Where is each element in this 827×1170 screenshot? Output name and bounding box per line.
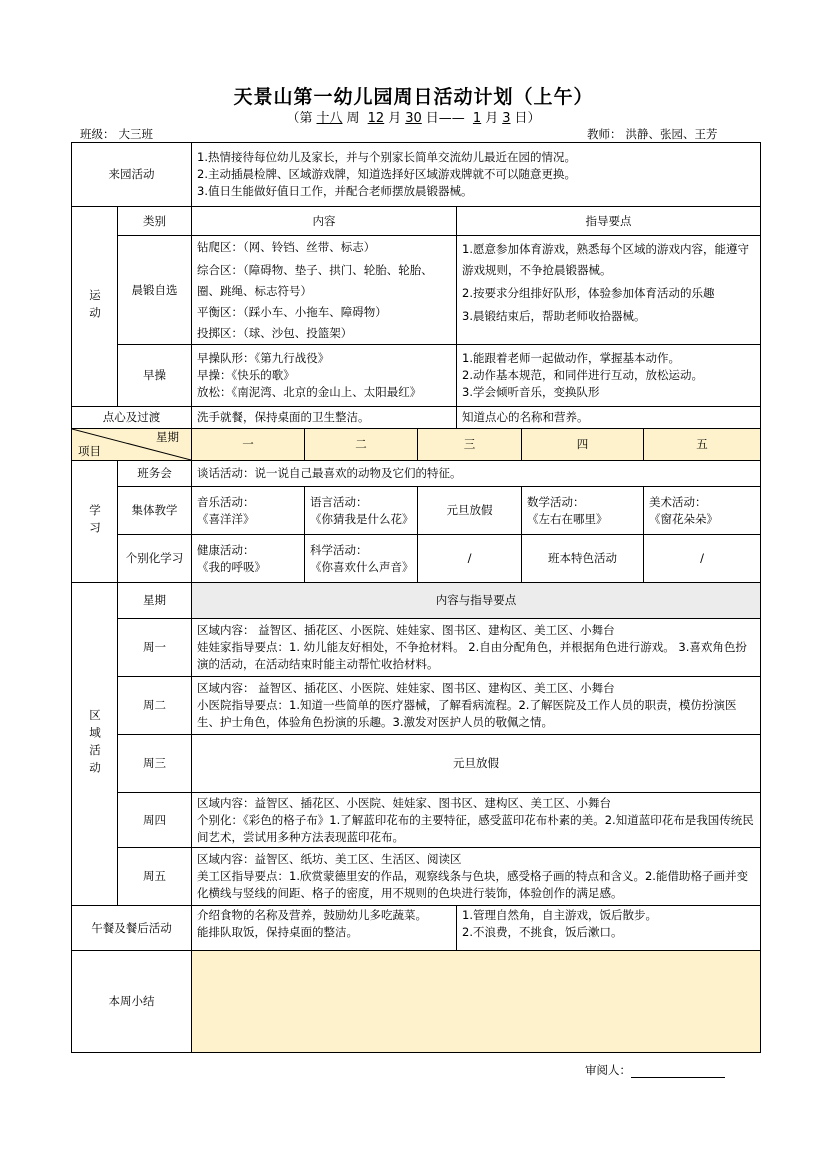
area-row-thu xyxy=(72,793,761,848)
exercise-point: 1.能跟着老师一起做动作，掌握基本动作。 xyxy=(462,351,680,365)
area-content-line: 娃娃家指导要点：1. 幼儿能友好相处，不争抢材料。 2.自由分配角色，并根据角色进行游戏。 3.喜欢角色扮演的活动，在活动结束时能主动帮忙收拾材料。 xyxy=(197,640,747,671)
area-day-tue: 周二 xyxy=(118,677,192,735)
lunch-content-line: 介绍食物的名称及营养，鼓励幼儿多吃蔬菜。 xyxy=(197,908,427,922)
exercise-content-line: 早操：《快乐的歌》 xyxy=(197,368,295,382)
day-header-tue: 二 xyxy=(305,429,418,461)
group-cell-line: 数学活动： xyxy=(527,494,585,509)
area-content-line: 区域内容： 益智区、插花区、小医院、娃娃家、图书区、建构区、美工区、小舞台 xyxy=(197,681,615,695)
reviewer-field xyxy=(585,1062,725,1078)
morning-points xyxy=(457,236,761,345)
area-row-wed xyxy=(72,735,761,793)
individual-cell-line: 《我的呼吸》 xyxy=(197,559,266,574)
morning-label: 晨锻自选 xyxy=(118,236,192,345)
individual-learning-label: 个别化学习 xyxy=(118,535,192,583)
sport-label xyxy=(72,207,118,407)
area-content-line: 个别化：《彩色的格子布》1.了解蓝印花布的主要特征，感受蓝印花布朴素的美。2.知道蓝印花布是我国传统民间艺术，尝试用多种方法表现蓝印花布。 xyxy=(197,812,754,844)
day-header-mon: 一 xyxy=(192,429,305,461)
morning-point: 1.愿意参加体育游戏，熟悉每个区域的游戏内容，能遵守游戏规则，不争抢晨锻器械。 xyxy=(462,242,749,277)
arrival-label: 来园活动 xyxy=(72,143,192,207)
week-open: （第 xyxy=(286,111,313,126)
area-row-fri xyxy=(72,848,761,906)
exercise-points xyxy=(457,345,761,407)
area-content-line: 区域内容：益智区、插花区、小医院、娃娃家、图书区、建构区、美工区、小舞台 xyxy=(197,795,611,810)
group-cell-fri xyxy=(644,487,761,535)
day-header-wed: 三 xyxy=(418,429,522,461)
class-meeting-content: 谈话活动：说一说自己最喜欢的动物及它们的特征。 xyxy=(192,461,761,487)
arrival-row xyxy=(72,143,761,207)
summary-label: 本周小结 xyxy=(72,951,192,1053)
day-header-thu: 四 xyxy=(522,429,644,461)
individual-cell-wed: / xyxy=(418,535,522,583)
exercise-content xyxy=(192,345,457,407)
plan-table xyxy=(71,142,761,1053)
sport-category-header: 类别 xyxy=(118,207,192,236)
exercise-content-line: 早操队形：《第九行战役》 xyxy=(197,351,330,365)
group-teaching-row xyxy=(72,487,761,535)
morning-content-line: 钻爬区：（网、铃铛、丝带、标志） xyxy=(197,240,376,254)
sport-header-row xyxy=(72,207,761,236)
lunch-point: 1.管理自然角，自主游戏，饭后散步。 xyxy=(462,908,657,922)
exercise-content-line: 放松：《南泥湾、北京的金山上、太阳最红》 xyxy=(197,385,422,399)
exercise-point: 3.学会倾听音乐，变换队形 xyxy=(462,385,600,399)
class-label: 班级： xyxy=(80,127,115,141)
individual-cell-tue xyxy=(305,535,418,583)
area-header-row xyxy=(72,583,761,619)
sport-label-text: 运动 xyxy=(88,289,102,324)
area-content-tue xyxy=(192,677,761,735)
group-cell-tue xyxy=(305,487,418,535)
area-day-thu: 周四 xyxy=(118,793,192,848)
teacher-label: 教师： xyxy=(587,127,622,141)
teacher-value: 洪静、张园、王芳 xyxy=(622,126,724,143)
reviewer-signature-line[interactable] xyxy=(631,1065,725,1078)
individual-cell-line: 健康活动： xyxy=(197,542,255,557)
group-cell-line: 语言活动： xyxy=(310,494,368,509)
morning-content-line: 平衡区：（踩小车、小拖车、障碍物） xyxy=(197,305,387,319)
area-content-wed: 元旦放假 xyxy=(192,735,761,793)
end-month: 1 xyxy=(472,111,482,126)
area-day-mon: 周一 xyxy=(118,619,192,677)
weekday-item-header xyxy=(72,429,192,461)
morning-point: 3.晨锻结束后，帮助老师收拾器械。 xyxy=(462,309,646,323)
class-value: 大三班 xyxy=(115,126,188,143)
group-cell-line: 《你猜我是什么花》 xyxy=(310,511,414,526)
summary-row xyxy=(72,951,761,1053)
reviewer-label: 审阅人： xyxy=(585,1063,631,1077)
class-meeting-label: 班务会 xyxy=(118,461,192,487)
individual-learning-row xyxy=(72,535,761,583)
group-cell-wed: 元旦放假 xyxy=(418,487,522,535)
sport-content-header: 内容 xyxy=(192,207,457,236)
group-cell-thu xyxy=(522,487,644,535)
weekday-label: 星期 xyxy=(156,430,179,444)
morning-content-line: 综合区：（障碍物、垫子、拱门、轮胎、轮胎、圈、跳绳、标志符号） xyxy=(197,263,433,298)
exercise-row xyxy=(72,345,761,407)
individual-cell-fri: / xyxy=(644,535,761,583)
area-content-header: 内容与指导要点 xyxy=(192,583,761,619)
area-content-fri xyxy=(192,848,761,906)
individual-cell-line: 科学活动： xyxy=(310,542,368,557)
page-title: 天景山第一幼儿园周日活动计划（上午） xyxy=(233,86,594,108)
group-cell-mon xyxy=(192,487,305,535)
area-week-label: 星期 xyxy=(118,583,192,619)
start-day: 30 xyxy=(405,111,422,126)
arrival-line: 3.值日生能做好值日工作，并配合老师摆放晨锻器械。 xyxy=(197,184,473,198)
morning-point: 2.按要求分组排好队形，体验参加体育活动的乐趣 xyxy=(462,286,715,300)
individual-cell-line: 《你喜欢什么声音》 xyxy=(310,559,414,574)
morning-content xyxy=(192,236,457,345)
group-cell-line: 《喜洋洋》 xyxy=(197,511,255,526)
class-field xyxy=(80,126,187,143)
area-day-wed: 周三 xyxy=(118,735,192,793)
arrival-content xyxy=(192,143,761,207)
teacher-field xyxy=(587,126,724,143)
snack-points: 知道点心的名称和营养。 xyxy=(457,407,761,429)
sport-points-header: 指导要点 xyxy=(457,207,761,236)
area-content-line: 区域内容：益智区、纸坊、美工区、生活区、阅读区 xyxy=(197,852,462,866)
class-meeting-row xyxy=(72,461,761,487)
study-label-text: 学习 xyxy=(88,504,102,539)
start-month: 12 xyxy=(367,111,385,126)
group-cell-line: 美术活动： xyxy=(649,494,707,509)
lunch-points xyxy=(457,906,761,951)
group-cell-line: 《左右在哪里》 xyxy=(527,511,608,526)
date-range xyxy=(0,107,827,126)
individual-cell-thu: 班本特色活动 xyxy=(522,535,644,583)
month-label-2: 月 xyxy=(485,111,499,126)
month-label-1: 月 xyxy=(388,111,402,126)
area-content-thu xyxy=(192,793,761,848)
group-cell-line: 音乐活动： xyxy=(197,494,255,509)
day-label-1: 日—— xyxy=(425,111,465,126)
area-content-line: 美工区指导要点：1.欣赏蒙德里安的作品，观察线条与色块，感受格子画的特点和含义。2.能借助格子画并变化横线与竖线的间距、格子的密度，用不规则的色块进行装饰，体验创作的满足感。 xyxy=(197,869,748,900)
lunch-label: 午餐及餐后活动 xyxy=(72,906,192,951)
lunch-content xyxy=(192,906,457,951)
lunch-row xyxy=(72,906,761,951)
area-label-text: 区域活动 xyxy=(88,709,102,779)
lunch-content-line: 能排队取饭，保持桌面的整洁。 xyxy=(197,925,358,939)
snack-label: 点心及过渡 xyxy=(72,407,192,429)
arrival-line: 1.热情接待每位幼儿及家长，并与个别家长简单交流幼儿最近在园的情况。 xyxy=(197,150,576,164)
morning-content-line: 投掷区：（球、沙包、投篮架） xyxy=(197,326,353,340)
end-day: 3 xyxy=(502,111,511,126)
day-label-2: 日） xyxy=(514,111,541,126)
group-teaching-label: 集体教学 xyxy=(118,487,192,535)
area-content-line: 小医院指导要点：1.知道一些简单的医疗器械，了解看病流程。2.了解医院及工作人员的职责，模仿扮演医生、护士角色，体验角色扮演的乐趣。3.激发对医护人员的敬佩之情。 xyxy=(197,698,737,729)
morning-exercise-row xyxy=(72,236,761,345)
snack-content: 洗手就餐，保持桌面的卫生整洁。 xyxy=(192,407,457,429)
exercise-point: 2.动作基本规范，和同伴进行互动，放松运动。 xyxy=(462,368,703,382)
lunch-point: 2.不浪费，不挑食，饭后漱口。 xyxy=(462,925,623,939)
study-label xyxy=(72,461,118,583)
snack-row xyxy=(72,407,761,429)
area-row-mon xyxy=(72,619,761,677)
area-row-tue xyxy=(72,677,761,735)
day-header-fri: 五 xyxy=(644,429,761,461)
weekday-header-row xyxy=(72,429,761,461)
area-content-mon xyxy=(192,619,761,677)
area-content-line: 区域内容： 益智区、插花区、小医院、娃娃家、图书区、建构区、美工区、小舞台 xyxy=(197,623,615,637)
group-cell-line: 《窗花朵朵》 xyxy=(649,511,718,526)
summary-content[interactable] xyxy=(192,951,761,1053)
area-day-fri: 周五 xyxy=(118,848,192,906)
individual-cell-mon xyxy=(192,535,305,583)
area-label xyxy=(72,583,118,906)
item-label: 项目 xyxy=(78,444,101,458)
exercise-label: 早操 xyxy=(118,345,192,407)
week-number: 十八 xyxy=(316,111,343,126)
week-label: 周 xyxy=(346,111,360,126)
arrival-line: 2.主动插晨检牌、区域游戏牌，知道选择好区域游戏牌就不可以随意更换。 xyxy=(197,167,576,181)
